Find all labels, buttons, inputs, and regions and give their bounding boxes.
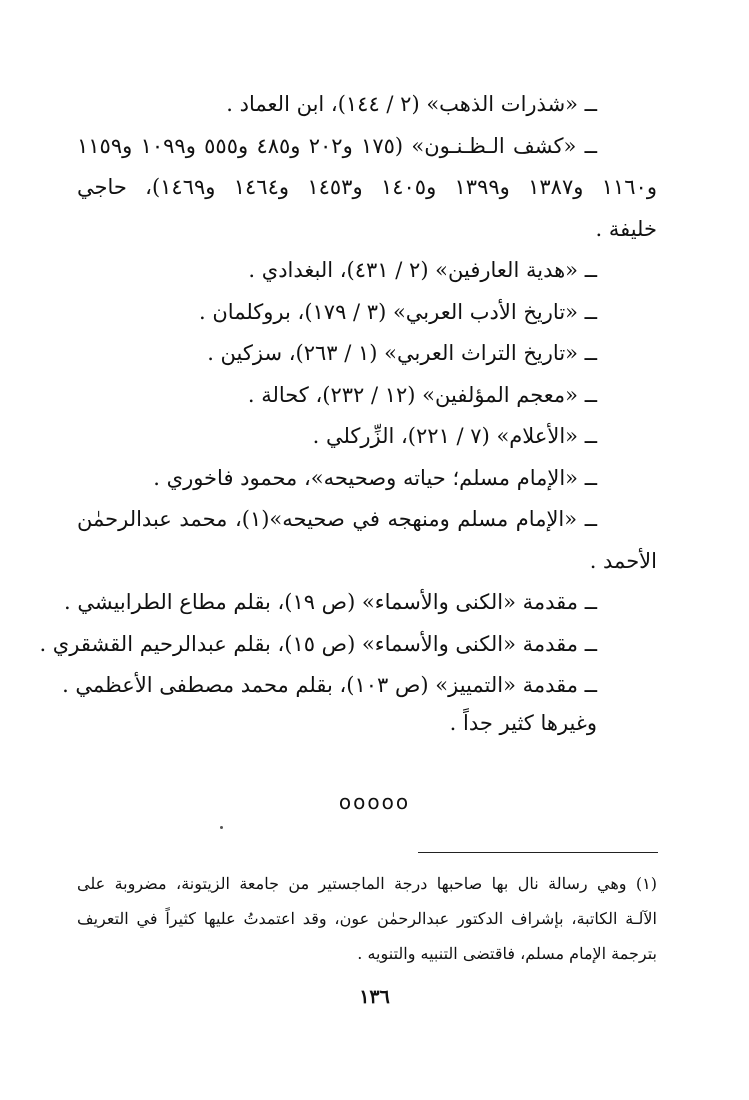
reference-item: ــ مقدمة «التمييز» (ص ١٠٣)، بقلم محمد مصطفى الأعظمي .: [62, 673, 597, 697]
footnote-divider: [418, 852, 658, 853]
reference-item: ــ «تاريخ التراث العربي» (١ / ٢٦٣)، سزكين .: [207, 341, 597, 365]
reference-item: ــ «الإمام مسلم؛ حياته وصحيحه»، محمود فاخوري .: [153, 465, 597, 490]
print-speck: [220, 826, 223, 829]
closing-line: وغيرها كثير جداً .: [449, 710, 597, 735]
reference-item: ــ «معجم المؤلفين» (١٢ / ٢٣٢)، كحالة .: [247, 382, 597, 407]
reference-item-line: ــ «كشف الـظـنـون» (١٧٥ و٢٠٢ و٤٨٥ و٥٥٥ و١٠٩٩ و١١٥٩: [77, 133, 597, 158]
reference-item: ــ «شذرات الذهب» (٢ / ١٤٤)، ابن العماد .: [226, 92, 597, 116]
reference-item: ــ «الأعلام» (٧ / ٢٢١)، الزِّركلي .: [312, 424, 597, 448]
references-list: [39, 84, 657, 739]
reference-item: ــ مقدمة «الكنى والأسماء» (ص ١٩)، بقلم مطاع الطرابيشي .: [63, 590, 597, 614]
reference-item: ــ «تاريخ الأدب العربي» (٣ / ١٧٩)، بروكلمان .: [199, 299, 597, 324]
section-ornament: ooooo: [338, 790, 411, 814]
reference-item: ــ «هدية العارفين» (٢ / ٤٣١)، البغدادي .: [248, 258, 597, 282]
footnote-line: الآلـة الكاتبة، بإشراف الدكتور عبدالرحمٰن عون، وقد اعتمدتُ عليها كثيراً في التعريف: [77, 909, 657, 928]
page-number: ١٣٦: [359, 986, 390, 1008]
reference-item-line: ــ «الإمام مسلم ومنهجه في صحيحه»(١)، محمد عبدالرحمٰن: [77, 507, 598, 531]
reference-item-continuation: خليفة .: [595, 216, 657, 241]
reference-item: ــ مقدمة «الكنى والأسماء» (ص ١٥)، بقلم عبدالرحيم القشقري .: [39, 631, 597, 656]
footnote-block: [77, 866, 657, 971]
footnote-line: (١) وهي رسالة نال بها صاحبها درجة الماجستير من جامعة الزيتونة، مضروبة على: [77, 874, 657, 893]
reference-item-continuation: و١١٦٠ و١٣٨٧ و١٣٩٩ و١٤٠٥ و١٤٥٣ و١٤٦٤ و١٤٦٩)، حاجي: [77, 175, 657, 199]
reference-item-continuation: الأحمد .: [589, 548, 657, 573]
footnote-line: بترجمة الإمام مسلم، فاقتضى التنبيه والتنويه .: [357, 944, 657, 963]
